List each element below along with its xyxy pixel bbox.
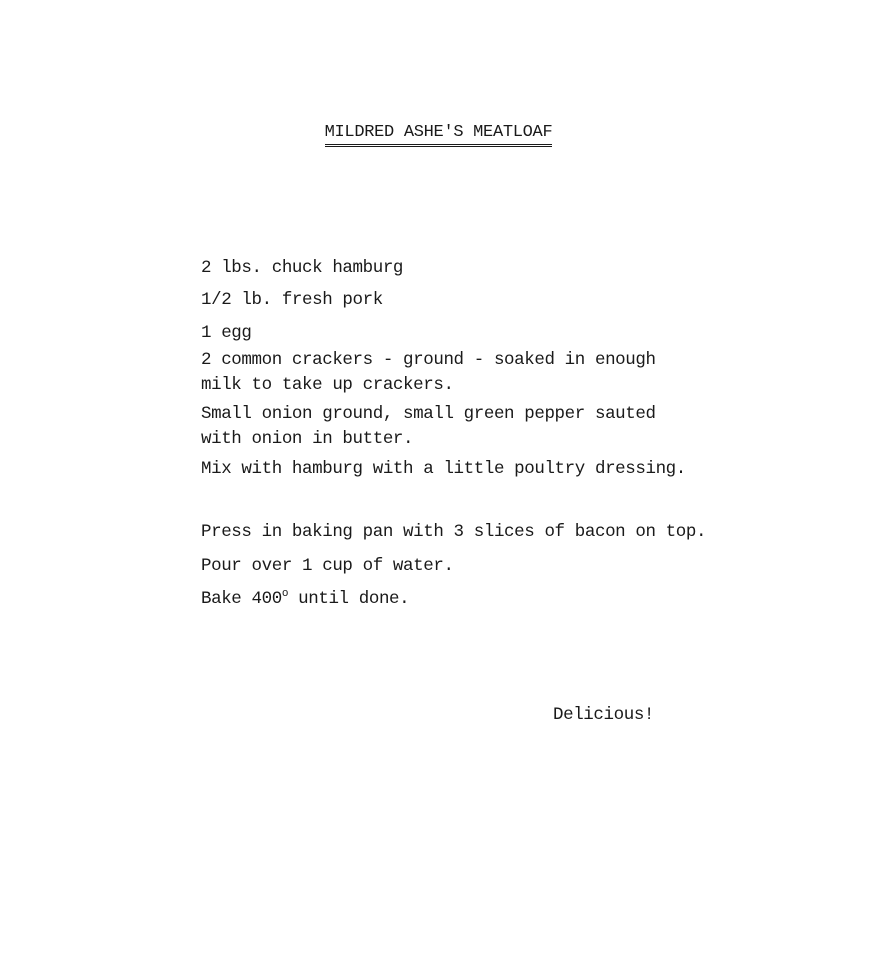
- ingredient-line: 2 common crackers - ground - soaked in enough: [201, 350, 656, 370]
- ingredient-line: Small onion ground, small green pepper sauted: [201, 404, 656, 424]
- recipe-title-block: [0, 122, 872, 147]
- ingredient-line: milk to take up crackers.: [201, 375, 454, 395]
- bake-suffix: until done.: [288, 589, 410, 609]
- ingredient-line: with onion in butter.: [201, 429, 414, 449]
- ingredient-line: 1/2 lb. fresh pork: [201, 290, 383, 310]
- ingredient-line: Mix with hamburg with a little poultry dressing.: [201, 459, 686, 479]
- instruction-line-bake: [201, 587, 409, 614]
- degree-symbol: o: [281, 588, 289, 600]
- instruction-line: Pour over 1 cup of water.: [201, 556, 454, 576]
- instruction-line: Press in baking pan with 3 slices of bacon on top.: [201, 522, 707, 542]
- bake-prefix: Bake 400: [201, 589, 282, 609]
- recipe-title: MILDRED ASHE'S MEATLOAF: [325, 122, 553, 147]
- closing-remark: Delicious!: [553, 705, 655, 725]
- ingredient-line: 2 lbs. chuck hamburg: [201, 258, 404, 278]
- ingredient-line: 1 egg: [201, 323, 252, 343]
